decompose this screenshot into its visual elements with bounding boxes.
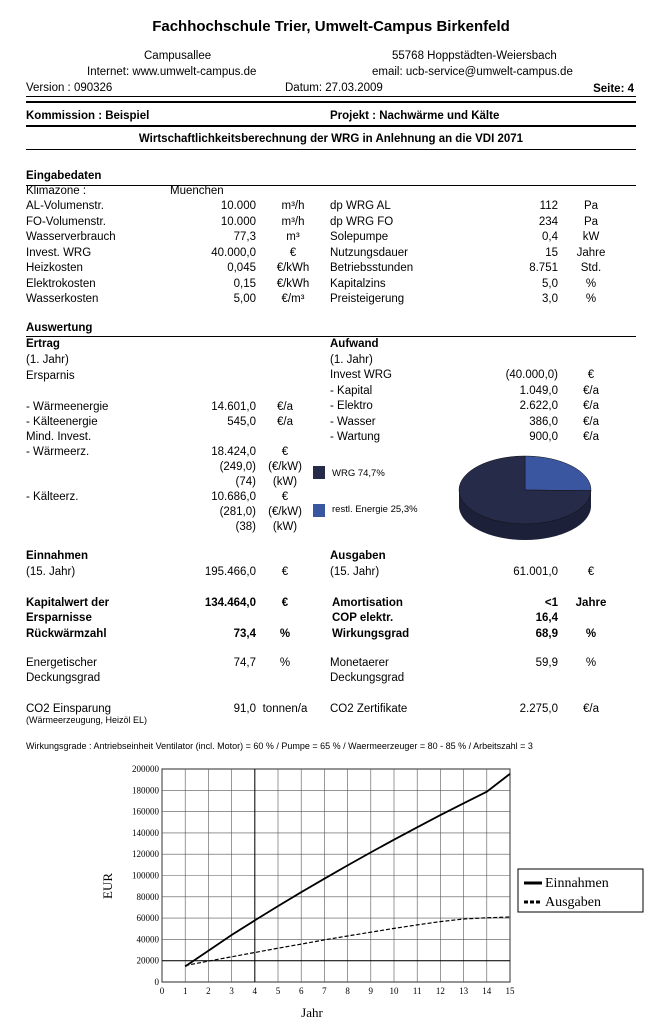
y-tick-label: 180000 [132,785,159,796]
einnahmen-year: (15. Jahr) [26,566,76,578]
aufwand-value: 1.049,0 [519,384,558,397]
input-label: Nutzungsdauer [330,246,408,259]
energ-deckungsgrad-unit: % [279,657,291,669]
x-tick-label: 5 [275,986,281,996]
waermeerz-value: 18.424,0 [211,446,256,458]
y-tick-label: 160000 [132,806,159,817]
deckungsgrad-row [26,657,636,672]
input-value: 3,0 [542,293,558,305]
kommission-label: Kommission : Beispiel [26,110,150,122]
input-row [26,293,636,308]
input-label: Solepumpe [330,231,389,243]
ertrag-year: (1. Jahr) [26,354,69,366]
kaelteerz-unit: (kW) [272,521,298,533]
kapitalwert-label-2: Ersparnisse [26,612,92,624]
pie-legend-restl: restl. Energie 25,3% [332,504,418,515]
y-axis-ticks [132,764,160,987]
ausgaben-unit: € [587,566,595,578]
input-label: Heizkosten [26,262,83,274]
ausgaben-heading: Ausgaben [330,550,386,562]
ertrag-heading: Ertrag [26,338,60,350]
kapitalwert-label: Kapitalwert der [26,597,110,609]
auswertung-underline [26,336,636,337]
input-unit: Pa [583,215,599,228]
wirkungsgrade-footnote: Wirkungsgrade : Antriebseinheit Ventilator (incl. Motor) = 60 % / Pumpe = 65 % / Waermeerzeuger = 80 - 85 % / Arbeitszahl = 3 [26,741,533,751]
x-tick-label: 2 [206,986,211,996]
aufwand-row [26,431,636,446]
kaelteerz-unit: € [281,491,289,503]
aufwand-unit: €/a [583,400,599,412]
institution-title: Fachhochschule Trier, Umwelt-Campus Birkenfeld [152,18,510,35]
rueckwaermzahl-value: 73,4 [233,628,256,640]
email-link[interactable]: email: ucb-service@umwelt-campus.de [372,66,573,78]
energ-deckungsgrad-label: Energetischer [26,657,97,669]
y-tick-label: 20000 [136,955,159,966]
ertrag-label: - Wärmeenergie [26,401,109,413]
datum-text: Datum: 27.03.2009 [285,82,383,94]
aufwand-unit: €/a [583,431,599,443]
input-unit: % [585,277,597,290]
x-tick-label: 12 [435,986,445,996]
monet-deckungsgrad-unit: % [585,657,597,669]
y-tick-label: 60000 [136,913,159,924]
input-value: 10.000 [220,200,256,212]
chart-legend [518,869,643,912]
aufwand-value: (40.000,0) [505,369,558,381]
aufwand-row [26,369,636,384]
kapitalwert-row [26,597,636,612]
input-value: 0,15 [233,277,256,290]
energ-deckungsgrad-value: 74,7 [233,657,256,669]
input-unit: % [585,293,597,305]
waermeerz-unit: € [281,446,289,458]
input-label: Elektrokosten [26,277,96,290]
aufwand-value: 2.622,0 [519,400,558,412]
amortisation-unit: Jahre [575,597,607,609]
klimazone-value: Muenchen [170,185,224,197]
input-value: 8.751 [529,262,558,274]
internet-link[interactable]: Internet: www.umwelt-campus.de [87,66,257,78]
input-label: dp WRG AL [330,200,391,212]
street-address: Campusallee [144,50,212,62]
wirkungsgrad-label: Wirkungsgrad [332,628,410,640]
input-value: 112 [539,200,558,212]
aufwand-unit: €/a [583,415,599,428]
input-label: Kapitalzins [330,277,386,290]
input-unit: €/kWh [276,277,310,290]
einnahmen-unit: € [281,566,289,578]
co2-zertifikate-label: CO2 Zertifikate [330,703,408,715]
input-label: Invest. WRG [26,246,92,259]
monet-deckungsgrad-value: 59,9 [535,657,558,669]
kaelteerz-unit: (€/kW) [268,506,302,518]
input-label: Wasserkosten [26,293,99,305]
input-value: 40.000,0 [211,246,256,259]
input-value: 5,00 [233,293,256,305]
aufwand-value: 900,0 [529,431,558,443]
legend-einnahmen: Einnahmen [545,876,609,891]
y-tick-label: 100000 [132,870,159,881]
amortisation-value: <1 [544,597,558,609]
input-row [26,231,636,246]
co2-subtext: (Wärmeerzeugung, Heizöl EL) [26,715,148,725]
eingabe-underline [26,185,636,186]
ertrag-value: 545,0 [227,416,256,428]
rueckwaermzahl-row [26,628,636,643]
ertrag-unit: €/a [277,416,293,428]
x-axis-ticks [160,986,515,996]
input-label: dp WRG FO [330,215,394,228]
y-tick-label: 140000 [132,827,159,838]
input-unit: € [289,246,297,259]
klimazone-label: Klimazone : [26,185,87,197]
waermeerz-unit: (€/kW) [268,461,302,473]
legend-swatch-restl [313,504,325,517]
ertrag-value: 14.601,0 [211,401,256,413]
y-tick-label: 0 [154,977,159,987]
input-label: Preisteigerung [330,293,405,305]
aufwand-label: - Elektro [330,400,373,412]
kapitalwert-value: 134.464,0 [204,597,256,609]
input-value: 234 [538,215,558,228]
auswertung-heading: Auswertung [26,322,93,334]
aufwand-label: - Wartung [330,431,381,443]
input-value: 77,3 [233,231,256,243]
aufwand-heading: Aufwand [330,338,379,350]
ausgaben-year: (15. Jahr) [330,566,380,578]
aufwand-unit: €/a [583,384,599,397]
kaelteerz-value: (281,0) [219,506,256,518]
co2-zertifikate-value: 2.275,0 [519,703,558,715]
energy-pie-chart [455,452,595,552]
kaelteerz-value: (38) [235,521,256,533]
waermeerz-value: (249,0) [219,461,256,473]
input-label: FO-Volumenstr. [26,215,106,228]
x-tick-label: 15 [505,986,515,996]
rueckwaermzahl-label: Rückwärmzahl [26,628,107,640]
co2-zertifikate-unit: €/a [583,703,599,715]
input-unit: Jahre [576,246,606,259]
co2-unit: tonnen/a [262,703,308,715]
ersparnis-label: Ersparnis [26,370,75,382]
ersparnisse-row [26,612,636,627]
y-tick-label: 120000 [132,849,159,860]
eingabedaten-heading: Eingabedaten [26,170,102,182]
input-label: AL-Volumenstr. [26,200,104,212]
x-tick-label: 13 [459,986,469,996]
cop-value: 16,4 [535,612,558,624]
input-value: 15 [545,246,558,259]
x-tick-label: 14 [482,986,492,996]
aufwand-label: - Kapital [330,384,373,397]
input-value: 5,0 [542,277,558,290]
header-divider [26,96,636,97]
pie-slice [525,456,591,491]
wirkungsgrad-unit: % [585,628,597,640]
ertrag-row [26,416,636,431]
aufwand-label: Invest WRG [330,369,392,381]
x-tick-label: 7 [322,986,327,996]
legend-swatch-wrg [313,466,325,479]
monet-deckungsgrad-label-2: Deckungsgrad [330,672,405,684]
projekt-label: Projekt : Nachwärme und Kälte [330,110,500,122]
kaelteerz-value: 10.686,0 [211,491,256,503]
input-unit: m³/h [281,215,305,228]
document-title: Wirtschaftlichkeitsberechnung der WRG in Anlehnung an die VDI 2071 [138,133,524,145]
input-value: 10.000 [220,215,256,228]
x-tick-label: 6 [298,986,304,996]
ertrag-unit: €/a [277,401,293,413]
cashflow-line-chart [90,756,649,1024]
input-value: 0,045 [227,262,256,274]
input-unit: m³/h [281,200,305,212]
input-row [26,247,636,262]
x-tick-label: 4 [252,986,258,996]
input-unit: €/m³ [281,293,305,305]
kaelteerz-label: - Kälteerz. [26,491,79,503]
input-row [26,278,636,293]
version-text: Version : 090326 [26,82,113,94]
section-divider [26,125,636,127]
wirkungsgrad-value: 68,9 [535,628,558,640]
waermeerz-label: - Wärmeerz. [26,446,90,458]
x-tick-label: 9 [368,986,374,996]
input-unit: m³ [286,231,300,243]
x-tick-label: 11 [412,986,422,996]
legend-ausgaben: Ausgaben [545,895,601,910]
x-tick-label: 10 [389,986,399,996]
co2-value: 91,0 [233,703,256,715]
pie-legend-wrg: WRG 74,7% [332,468,385,479]
input-row [26,216,636,231]
city-address: 55768 Hoppstädten-Weiersbach [392,50,557,62]
y-tick-label: 80000 [136,891,159,902]
input-row [26,200,636,215]
energ-deckungsgrad-label-2: Deckungsgrad [26,672,101,684]
input-unit: kW [582,231,600,243]
y-axis-label: EUR [100,873,115,899]
input-row [26,262,636,277]
x-tick-label: 3 [229,986,234,996]
aufwand-row [26,385,636,400]
einnahmen-row [26,566,636,581]
chart-grid [162,769,510,982]
deckungsgrad-row-2 [26,672,636,687]
input-label: Betriebsstunden [330,262,414,274]
aufwand-value: 386,0 [529,415,558,428]
waermeerz-unit: (kW) [272,476,298,488]
einnahmen-heading: Einnahmen [26,550,88,562]
input-unit: Pa [583,200,599,212]
y-tick-label: 200000 [132,764,159,774]
amortisation-label: Amortisation [332,597,403,609]
x-tick-label: 0 [159,986,165,996]
input-value: 0,4 [542,231,558,243]
aufwand-label: - Wasser [330,415,376,428]
input-label: Wasserverbrauch [26,231,116,243]
ertrag-row [26,401,636,416]
waermeerz-value: (74) [235,476,256,488]
page-number: Seite: 4 [593,83,634,95]
monet-deckungsgrad-label: Monetaerer [330,657,389,669]
mind-invest-label: Mind. Invest. [26,431,92,443]
x-tick-label: 1 [182,986,188,996]
input-unit: Std. [580,262,602,274]
header-divider-thick [26,101,636,103]
cop-label: COP elektr. [332,612,394,624]
x-tick-label: 8 [345,986,350,996]
kapitalwert-unit: € [281,597,289,609]
rueckwaermzahl-unit: % [279,628,291,640]
x-axis-label: Jahr [301,1005,323,1020]
aufwand-year: (1. Jahr) [330,354,373,366]
co2-label: CO2 Einsparung [26,703,112,715]
aufwand-unit: € [587,369,595,381]
y-tick-label: 40000 [136,934,159,945]
ausgaben-value: 61.001,0 [513,566,558,578]
title-divider [26,149,636,150]
input-unit: €/kWh [276,262,310,274]
ertrag-label: - Kälteenergie [26,416,98,428]
einnahmen-value: 195.466,0 [204,566,256,578]
